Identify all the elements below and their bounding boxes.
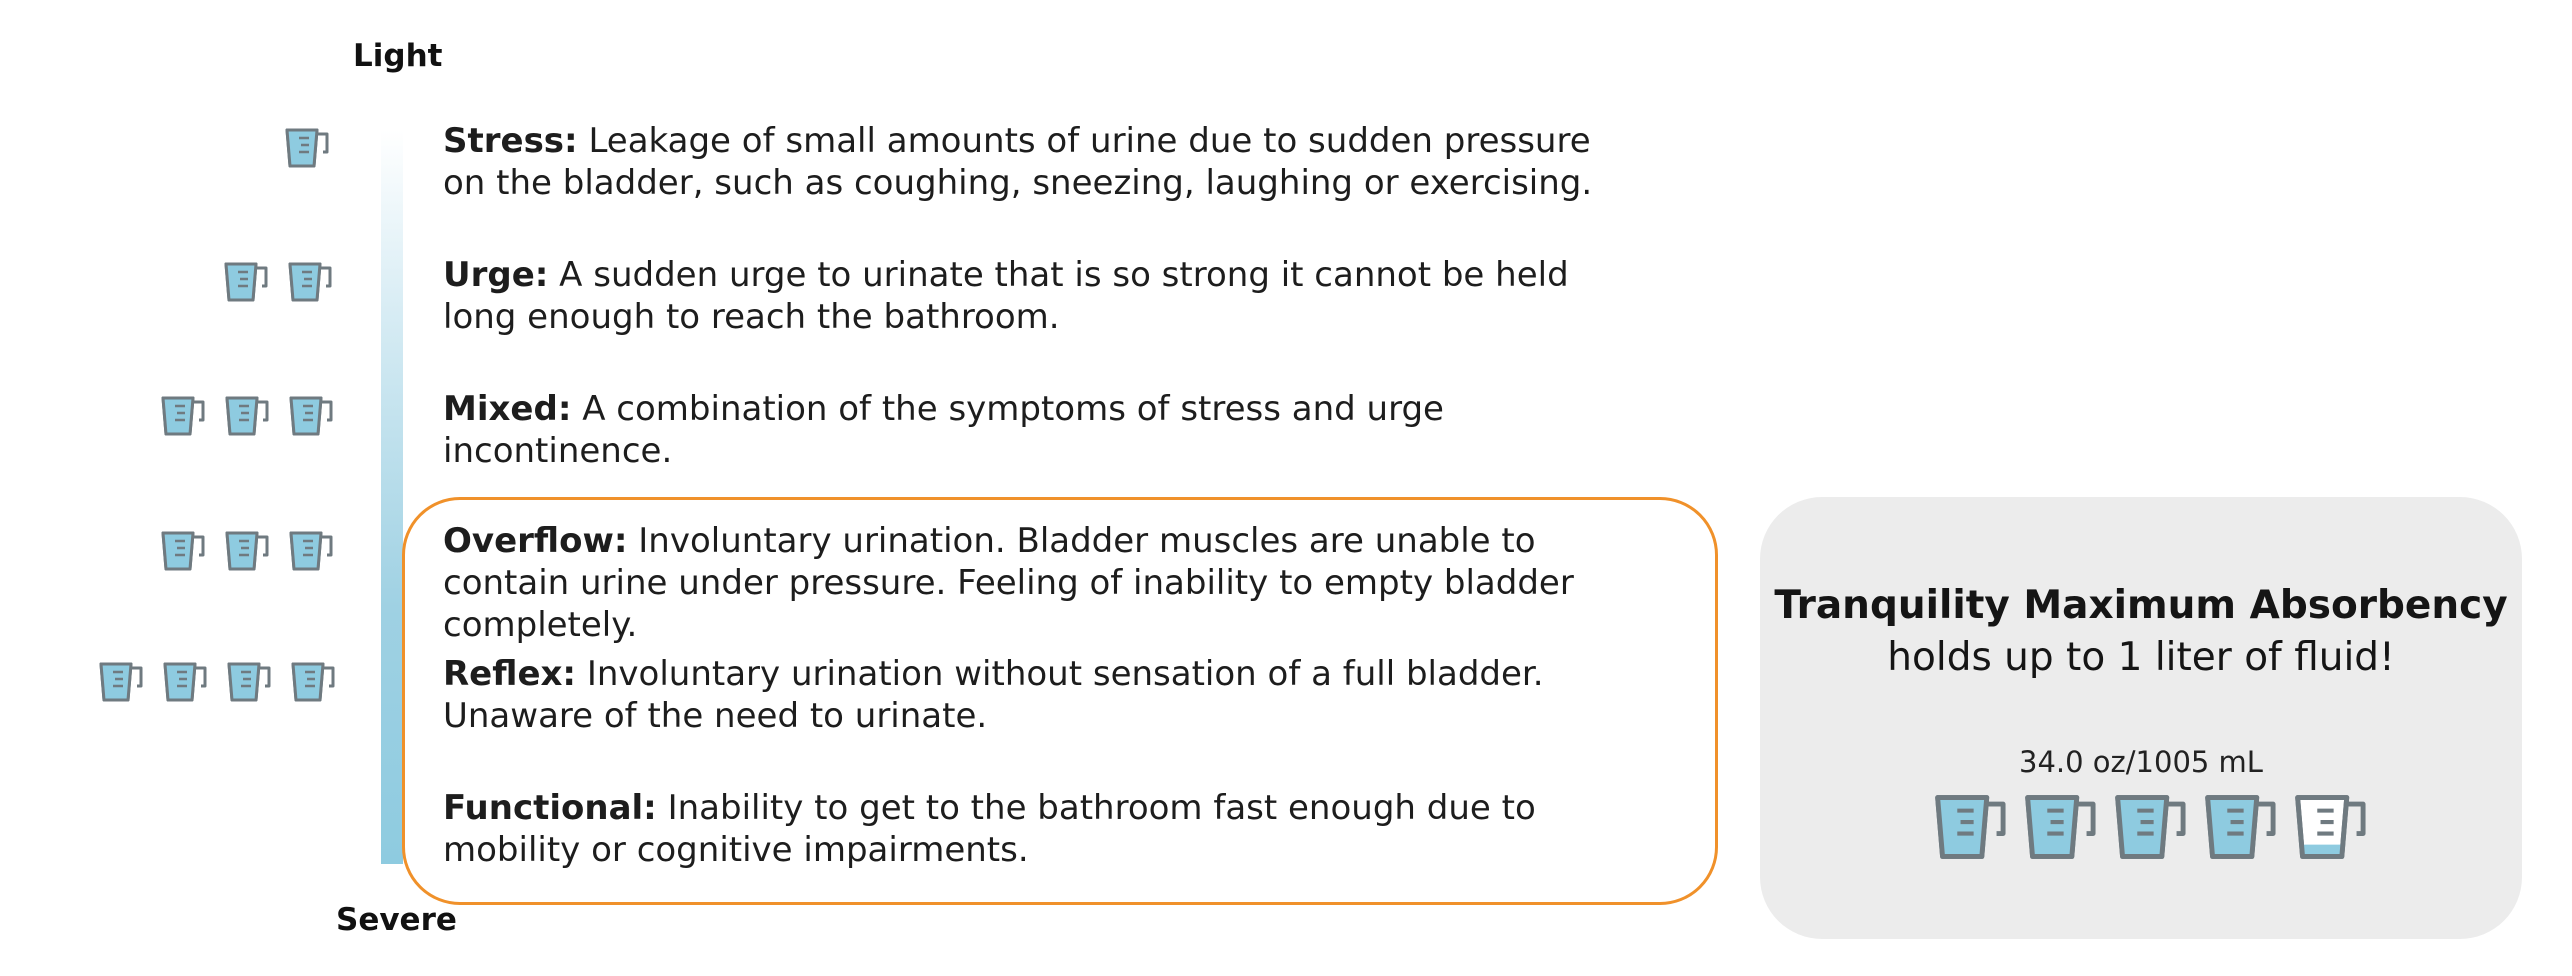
measuring-cup-icon — [223, 394, 273, 438]
product-panel — [1760, 497, 2522, 939]
measuring-cup-icon — [159, 529, 209, 573]
item-functional — [443, 787, 1643, 871]
item-description: Involuntary urination without sensation of a full bladder. Unaware of the need to urinate. — [443, 654, 1544, 736]
item-name: Overflow: — [443, 521, 628, 561]
measuring-cup-icon — [225, 660, 275, 704]
item-urge — [443, 254, 1643, 338]
measuring-cup-icon — [2290, 791, 2374, 863]
item-stress — [443, 120, 1643, 204]
item-description: Leakage of small amounts of urine due to sudden pressure on the bladder, such as coughing, sneezing, laughing or exercising. — [443, 121, 1593, 203]
measuring-cup-icon — [2020, 791, 2104, 863]
measuring-cup-icon — [2110, 791, 2194, 863]
measuring-cup-icon — [286, 260, 336, 304]
measuring-cup-icon — [287, 394, 337, 438]
panel-measure: 34.0 oz/1005 mL — [2019, 745, 2263, 779]
measuring-cup-icon — [223, 529, 273, 573]
measuring-cup-icon — [289, 660, 339, 704]
panel-subtitle: holds up to 1 liter of fluid! — [1887, 635, 2395, 680]
scale-bottom-label: Severe — [336, 902, 457, 938]
cups-reflex — [97, 660, 339, 704]
panel-cups — [1930, 791, 2374, 863]
item-name: Functional: — [443, 788, 657, 828]
item-mixed — [443, 388, 1643, 472]
item-reflex — [443, 653, 1643, 737]
cups-mixed — [159, 394, 337, 438]
measuring-cup-icon — [287, 529, 337, 573]
item-description: A combination of the symptoms of stress and urge incontinence. — [443, 389, 1444, 471]
cups-overflow — [159, 529, 337, 573]
measuring-cup-icon — [222, 260, 272, 304]
item-name: Reflex: — [443, 654, 577, 694]
item-description: Inability to get to the bathroom fast enough due to mobility or cognitive impairments. — [443, 788, 1536, 870]
item-description: Involuntary urination. Bladder muscles are unable to contain urine under pressure. Feeling of inability to empty bladder completely. — [443, 521, 1574, 645]
measuring-cup-icon — [283, 126, 333, 170]
panel-title: Tranquility Maximum Absorbency — [1774, 583, 2508, 628]
item-name: Stress: — [443, 121, 578, 161]
scale-top-label: Light — [353, 38, 443, 74]
measuring-cup-icon — [159, 394, 209, 438]
item-name: Mixed: — [443, 389, 572, 429]
severity-scale-bar — [381, 130, 403, 864]
item-overflow — [443, 520, 1643, 646]
item-description: A sudden urge to urinate that is so strong it cannot be held long enough to reach the bathroom. — [443, 255, 1569, 337]
measuring-cup-icon — [1930, 791, 2014, 863]
cups-stress — [283, 126, 333, 170]
cups-urge — [222, 260, 336, 304]
item-name: Urge: — [443, 255, 549, 295]
measuring-cup-icon — [97, 660, 147, 704]
measuring-cup-icon — [2200, 791, 2284, 863]
measuring-cup-icon — [161, 660, 211, 704]
